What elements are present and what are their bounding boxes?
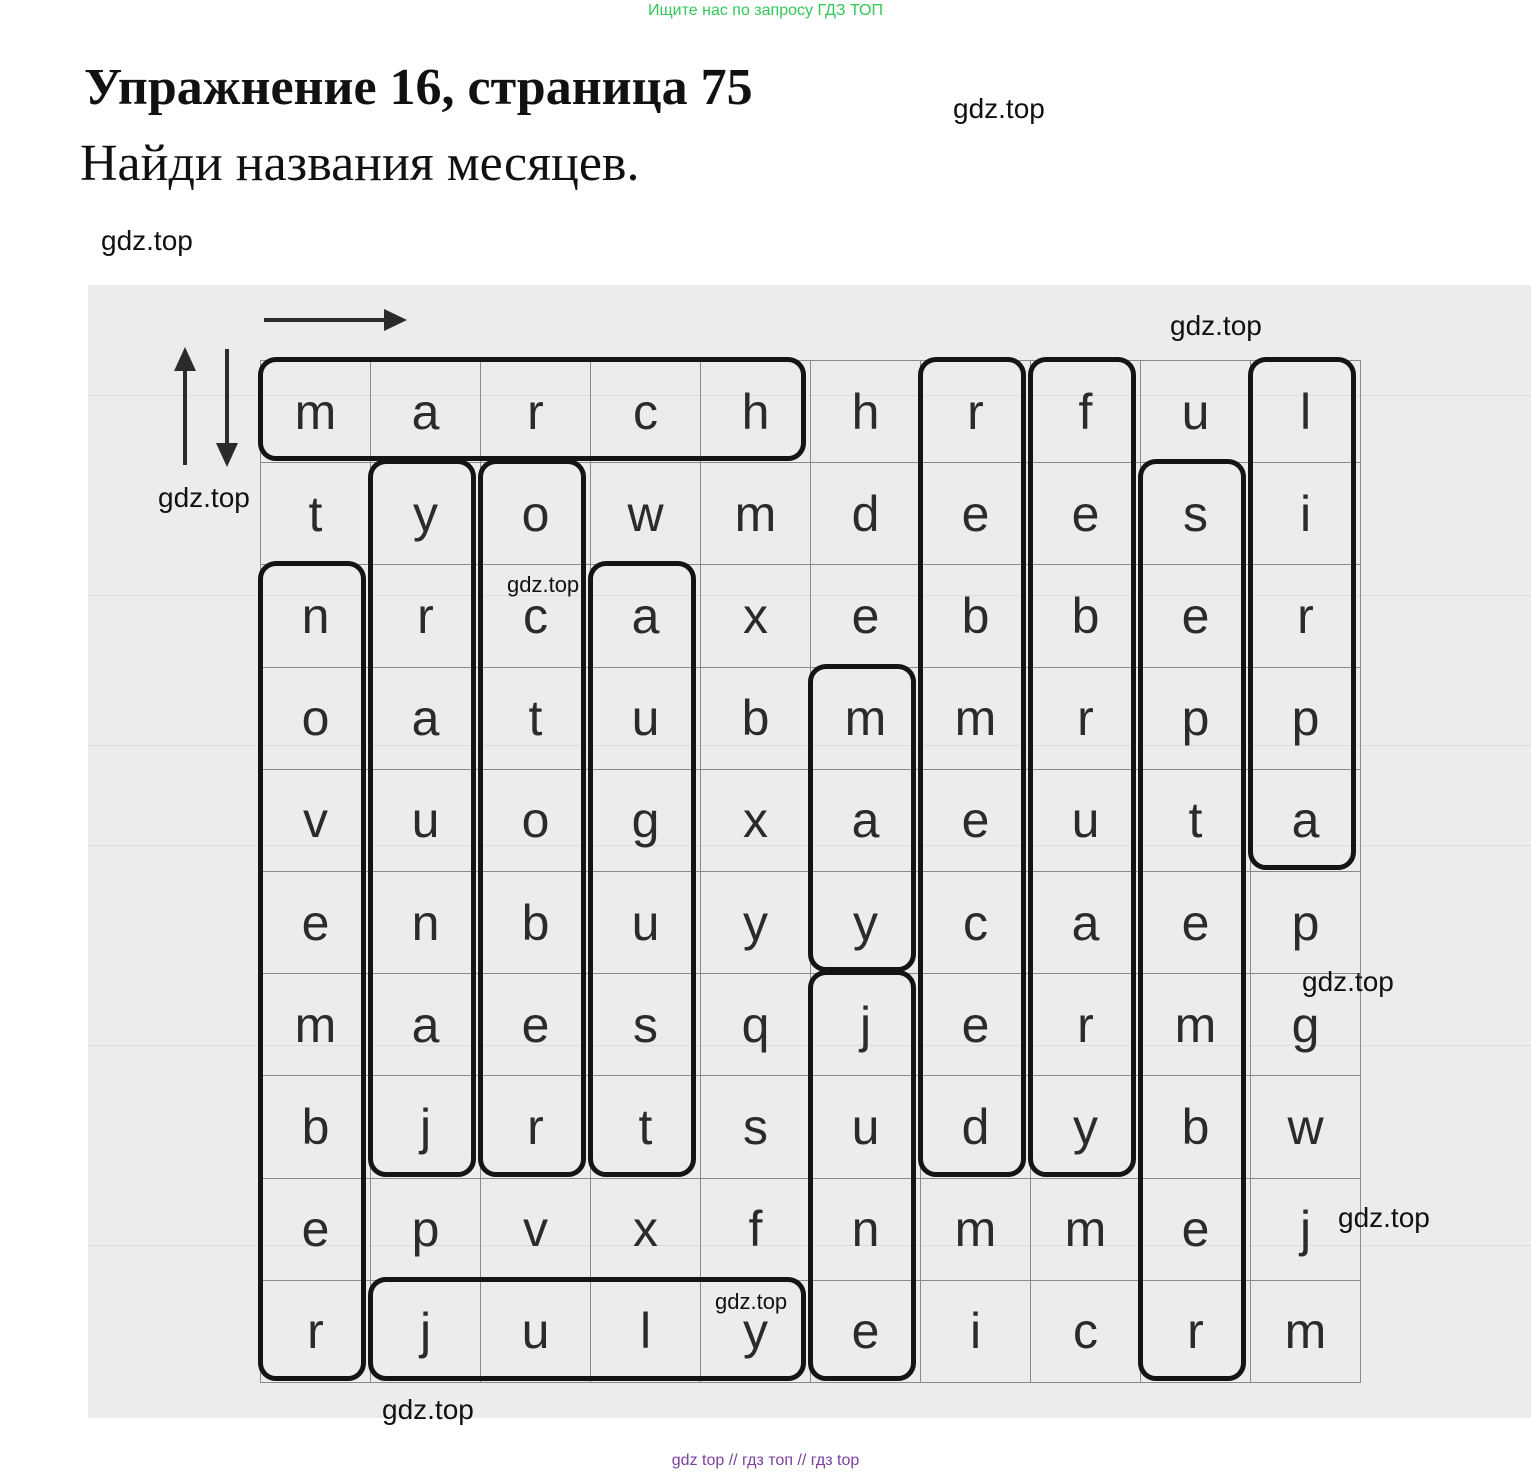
grid-cell: a (590, 564, 700, 666)
grid-cell: r (1140, 1280, 1250, 1382)
grid-cell: y (370, 462, 480, 564)
grid-cell: c (920, 871, 1030, 973)
grid-cell: x (700, 564, 810, 666)
grid-cell: j (370, 1280, 480, 1382)
grid-cell: r (1030, 973, 1140, 1075)
watermark: gdz.top (715, 1289, 788, 1314)
grid-cell: n (260, 564, 370, 666)
grid-cell: d (810, 462, 920, 564)
grid-cell: r (480, 1075, 590, 1177)
grid-cell: i (1250, 462, 1360, 564)
found-word-september (1138, 459, 1246, 1381)
grid-cell: e (260, 1178, 370, 1280)
found-word-may (808, 664, 916, 973)
grid-cell: n (370, 871, 480, 973)
grid-cell: s (590, 973, 700, 1075)
grid-cell: b (700, 667, 810, 769)
grid-cell: c (590, 360, 700, 462)
grid-cell: a (1250, 769, 1360, 871)
grid-cell: m (920, 667, 1030, 769)
grid-cell: e (480, 973, 590, 1075)
grid-cell: p (370, 1178, 480, 1280)
watermark: gdz.top (953, 93, 1045, 124)
grid-cell: c (1030, 1280, 1140, 1382)
grid-cell: m (1250, 1280, 1360, 1382)
grid-cell: b (1140, 1075, 1250, 1177)
grid-cell: b (920, 564, 1030, 666)
grid-cell: j (810, 973, 920, 1075)
exercise-instruction: Найди названия месяцев. (80, 135, 640, 192)
found-word-august (588, 561, 696, 1176)
found-word-december (918, 357, 1026, 1177)
right-arrow-icon (262, 305, 412, 335)
found-word-november (258, 561, 366, 1381)
grid-cell: e (810, 1280, 920, 1382)
grid-cell: r (920, 360, 1030, 462)
down-arrow-icon (212, 345, 242, 470)
grid-cell: e (810, 564, 920, 666)
grid-cell: p (1250, 871, 1360, 973)
grid-cell: n (810, 1178, 920, 1280)
grid-cell: y (1030, 1075, 1140, 1177)
watermark: gdz.top (1170, 310, 1262, 341)
grid-cell: e (1030, 462, 1140, 564)
grid-cell: t (1140, 769, 1250, 871)
grid-cell: m (700, 462, 810, 564)
watermark: gdz.top (1302, 966, 1394, 997)
grid-cell: u (1140, 360, 1250, 462)
grid-cell: x (590, 1178, 700, 1280)
watermark: gdz.top (1338, 1202, 1430, 1233)
grid-cell: x (700, 769, 810, 871)
grid-cell: a (1030, 871, 1140, 973)
grid-cell: m (260, 360, 370, 462)
grid-cell: a (370, 360, 480, 462)
grid-cell: t (590, 1075, 700, 1177)
grid-cell: m (920, 1178, 1030, 1280)
grid-cell: l (1250, 360, 1360, 462)
grid-cell: r (370, 564, 480, 666)
grid-cell: t (480, 667, 590, 769)
found-word-february (1028, 357, 1136, 1177)
found-word-june (808, 970, 916, 1381)
grid-cell: y (700, 871, 810, 973)
grid-cell: e (1140, 564, 1250, 666)
grid-cell: o (480, 769, 590, 871)
grid-cell: e (1140, 871, 1250, 973)
grid-cell: r (480, 360, 590, 462)
grid-cell: u (1030, 769, 1140, 871)
found-word-april (1248, 357, 1356, 870)
grid-cell: g (1250, 973, 1360, 1075)
grid-cell: o (480, 462, 590, 564)
grid-cell: f (1030, 360, 1140, 462)
grid-cell: r (1030, 667, 1140, 769)
grid-cell: a (810, 769, 920, 871)
grid-cell: v (480, 1178, 590, 1280)
grid-cell: o (260, 667, 370, 769)
grid-cell: a (370, 973, 480, 1075)
footer-links: gdz top // гдз топ // гдз top (671, 1452, 860, 1469)
grid-cell: s (700, 1075, 810, 1177)
grid-cell: d (920, 1075, 1030, 1177)
up-arrow-icon (170, 345, 200, 470)
found-word-january (368, 459, 476, 1176)
grid-cell: e (260, 871, 370, 973)
grid-cell: f (700, 1178, 810, 1280)
grid-cell: i (920, 1280, 1030, 1382)
grid-cell: e (920, 462, 1030, 564)
grid-cell: u (590, 667, 700, 769)
grid-cell: p (1250, 667, 1360, 769)
found-word-march (258, 357, 806, 461)
grid-cell: e (1140, 1178, 1250, 1280)
watermark: gdz.top (507, 572, 580, 597)
grid-cell: s (1140, 462, 1250, 564)
grid-cell: t (260, 462, 370, 564)
grid-cell: m (1030, 1178, 1140, 1280)
grid-cell: b (480, 871, 590, 973)
grid-cell: l (590, 1280, 700, 1382)
grid-cell: u (480, 1280, 590, 1382)
grid-cell: e (920, 769, 1030, 871)
grid-cell: u (370, 769, 480, 871)
grid-cell: r (260, 1280, 370, 1382)
grid-cell: v (260, 769, 370, 871)
watermark: gdz.top (158, 482, 250, 513)
grid-cell: h (700, 360, 810, 462)
watermark: gdz.top (101, 225, 193, 256)
grid-cell: c (480, 564, 590, 666)
grid-cell: m (1140, 973, 1250, 1075)
grid-cell: y (700, 1280, 810, 1382)
grid-cell: m (810, 667, 920, 769)
grid-cell: h (810, 360, 920, 462)
grid-cell: b (1030, 564, 1140, 666)
grid-cell: b (260, 1075, 370, 1177)
grid-cell: m (260, 973, 370, 1075)
search-hint: Ищите нас по запросу ГДЗ ТОП (648, 2, 883, 19)
grid-cell: r (1250, 564, 1360, 666)
grid-cell: e (920, 973, 1030, 1075)
grid-cell: j (1250, 1178, 1360, 1280)
grid-cell: w (590, 462, 700, 564)
grid-cell: g (590, 769, 700, 871)
grid-cell: q (700, 973, 810, 1075)
grid-cell: y (810, 871, 920, 973)
exercise-title: Упражнение 16, страница 75 (84, 59, 753, 116)
found-word-october (478, 459, 586, 1176)
grid-cell: u (590, 871, 700, 973)
grid-cell: j (370, 1075, 480, 1177)
grid-cell: a (370, 667, 480, 769)
grid-cell: p (1140, 667, 1250, 769)
grid-cell: w (1250, 1075, 1360, 1177)
grid-cell: u (810, 1075, 920, 1177)
watermark: gdz.top (382, 1394, 474, 1425)
